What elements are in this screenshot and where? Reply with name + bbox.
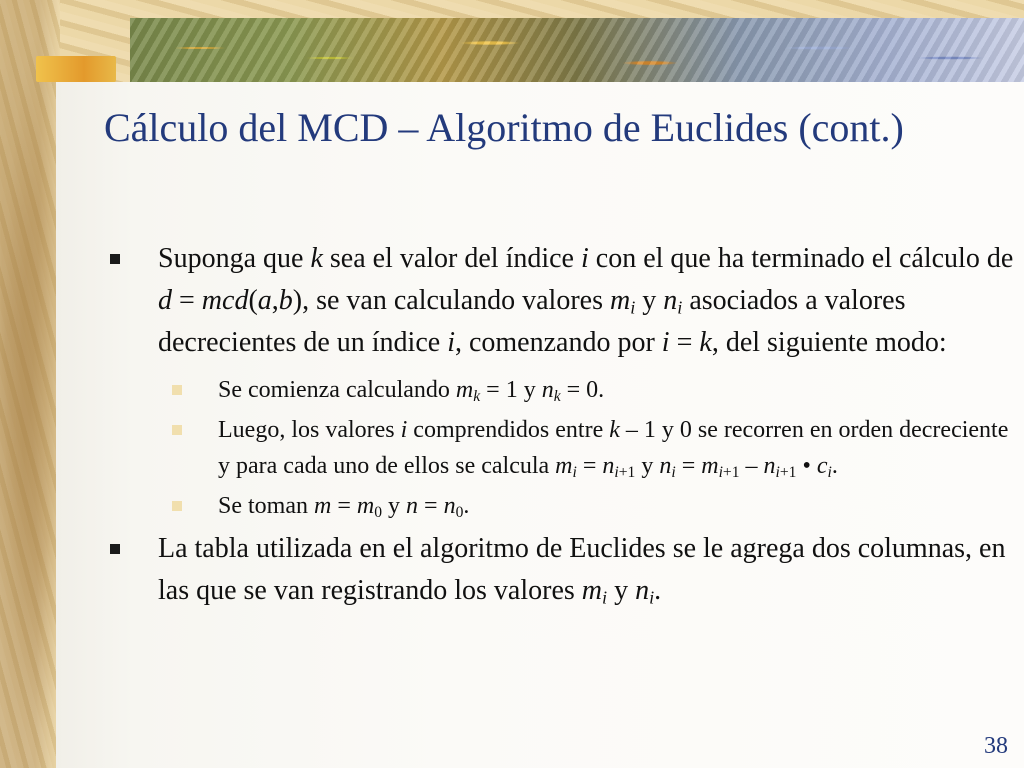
square-sub-bullet-icon — [172, 425, 182, 435]
sub-bullet-item: Luego, los valores i comprendidos entre k – 1 y 0 se recorren en orden decreciente y para cada uno de ellos se calcula $m_i = n_{i+1}$ y $n_i = m_{i+1} - n_{i+1}$ • $c_i$. — [104, 412, 1014, 484]
left-parchment-strip — [0, 0, 60, 768]
small-leaf-photo — [36, 56, 116, 82]
leaf-photo-banner — [130, 18, 1024, 82]
slide-title: Cálculo del MCD – Algoritmo de Euclides (cont.) — [104, 105, 904, 150]
sub-bullet-item: Se comienza calculando $m_k = 1$ y $n_k = 0$. — [104, 372, 1014, 408]
bullet-item: La tabla utilizada en el algoritmo de Euclides se le agrega dos columnas, en las que se van registrando los valores $m_i$ y $n_i$. — [104, 528, 1014, 612]
slide-body — [104, 238, 1014, 620]
sub-bullet-item: Se toman $m = m_0$ y $n = n_0$. — [104, 488, 1014, 524]
square-bullet-icon — [110, 254, 120, 264]
bullet-item: Suponga que k sea el valor del índice i con el que ha terminado el cálculo de d = mcd(a,b), se van calculando valores $m_i$ y $n_i$ asociados a valores decrecientes de un índice i, comenzando por i = k, del siguiente modo: — [104, 238, 1014, 364]
square-sub-bullet-icon — [172, 385, 182, 395]
square-bullet-icon — [110, 544, 120, 554]
page-number: 38 — [984, 733, 1008, 759]
square-sub-bullet-icon — [172, 501, 182, 511]
